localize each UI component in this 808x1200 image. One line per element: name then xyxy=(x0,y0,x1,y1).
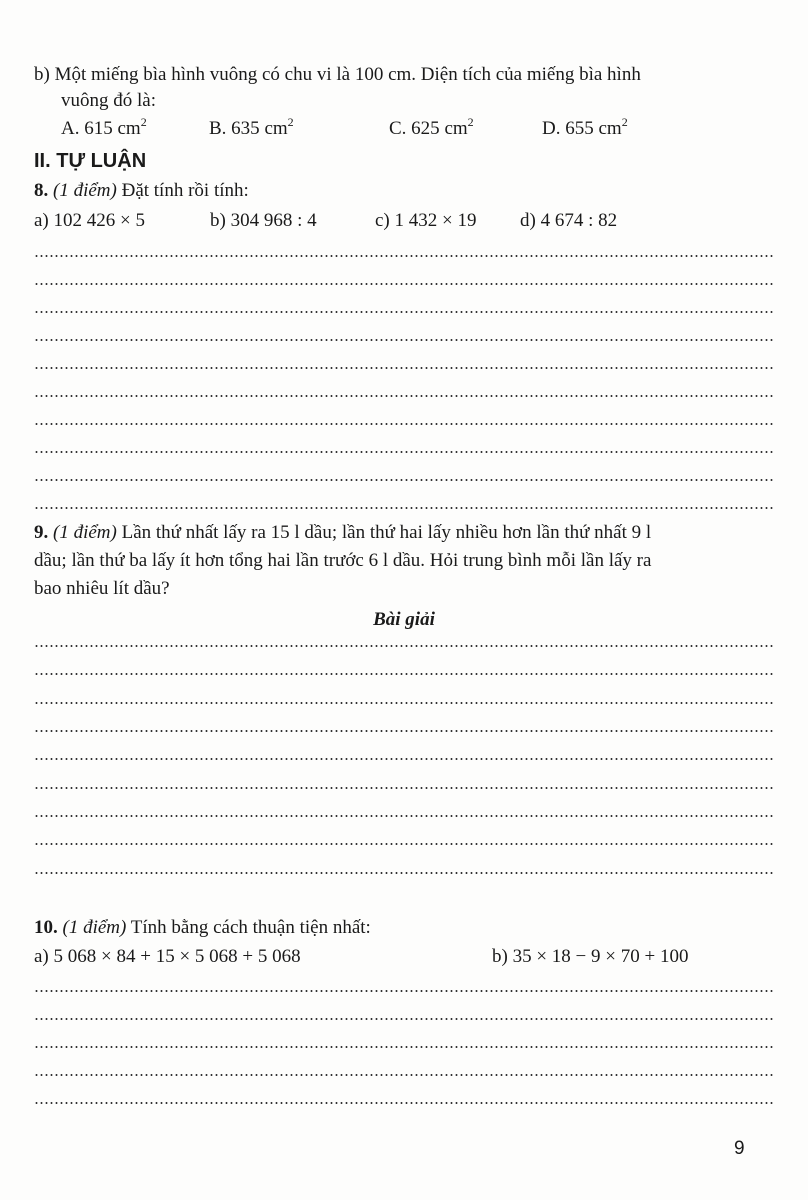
q7b-option-a xyxy=(61,116,147,142)
answer-line[interactable] xyxy=(34,339,774,341)
answer-line[interactable] xyxy=(34,367,774,369)
q10-item-b: b) 35 × 18 − 9 × 70 + 100 xyxy=(492,946,689,967)
q7b-option-b xyxy=(209,116,294,142)
q10-number: 10. xyxy=(34,917,58,938)
q8-prompt xyxy=(34,178,774,204)
unit: cm xyxy=(117,118,141,139)
q8-points: (1 điểm) xyxy=(53,180,117,201)
q7b-option-d xyxy=(542,116,628,142)
answer-line[interactable] xyxy=(34,872,774,874)
answer-line[interactable] xyxy=(34,702,774,704)
answer-line[interactable] xyxy=(34,1046,774,1048)
option-label: B. 635 xyxy=(209,118,260,139)
q8-item-a: a) 102 426 × 5 xyxy=(34,210,145,231)
answer-line[interactable] xyxy=(34,758,774,760)
answer-line[interactable] xyxy=(34,311,774,313)
answer-line[interactable] xyxy=(34,479,774,481)
answer-line[interactable] xyxy=(34,990,774,992)
option-label: A. 615 xyxy=(61,118,113,139)
answer-line[interactable] xyxy=(34,283,774,285)
q10-item-a: a) 5 068 × 84 + 15 × 5 068 + 5 068 xyxy=(34,946,301,967)
q10-prompt xyxy=(34,915,774,941)
q9-number: 9. xyxy=(34,522,49,543)
q9-points: (1 điểm) xyxy=(53,522,117,543)
q7b-line-2: vuông đó là: xyxy=(61,90,156,111)
superscript: 2 xyxy=(140,114,147,129)
solution-heading: Bài giải xyxy=(373,609,435,630)
q8-number: 8. xyxy=(34,180,49,201)
q9-line-3: bao nhiêu lít dầu? xyxy=(34,578,170,599)
q10-points: (1 điểm) xyxy=(62,917,127,938)
answer-line[interactable] xyxy=(34,730,774,732)
q9-text-1: Lần thứ nhất lấy ra 15 l dầu; lần thứ hai lấy nhiều hơn lần thứ nhất 9 l xyxy=(121,522,652,543)
q8-text: Đặt tính rồi tính: xyxy=(121,180,249,201)
q9-line-1 xyxy=(34,520,774,546)
unit: cm xyxy=(598,118,622,139)
section-title: II. TỰ LUẬN xyxy=(34,150,147,172)
answer-line[interactable] xyxy=(34,787,774,789)
answer-line[interactable] xyxy=(34,423,774,425)
answer-line[interactable] xyxy=(34,673,774,675)
answer-line[interactable] xyxy=(34,815,774,817)
superscript: 2 xyxy=(621,114,628,129)
q8-item-c: c) 1 432 × 19 xyxy=(375,210,477,231)
answer-line[interactable] xyxy=(34,1018,774,1020)
option-label: C. 625 xyxy=(389,118,440,139)
q8-item-b: b) 304 968 : 4 xyxy=(210,210,317,231)
superscript: 2 xyxy=(287,114,294,129)
answer-line[interactable] xyxy=(34,451,774,453)
answer-line[interactable] xyxy=(34,1102,774,1104)
answer-line[interactable] xyxy=(34,645,774,647)
q7b-option-c xyxy=(389,116,474,142)
unit: cm xyxy=(444,118,468,139)
answer-line[interactable] xyxy=(34,1074,774,1076)
superscript: 2 xyxy=(467,114,474,129)
option-label: D. 655 xyxy=(542,118,594,139)
q10-text: Tính bằng cách thuận tiện nhất: xyxy=(130,917,371,938)
answer-line[interactable] xyxy=(34,395,774,397)
answer-line[interactable] xyxy=(34,843,774,845)
page-number: 9 xyxy=(734,1138,745,1159)
q8-item-d: d) 4 674 : 82 xyxy=(520,210,618,231)
q7b-line-1: b) Một miếng bìa hình vuông có chu vi là 100 cm. Diện tích của miếng bìa hình xyxy=(34,64,641,85)
q9-line-2: dầu; lần thứ ba lấy ít hơn tổng hai lần trước 6 l dầu. Hỏi trung bình mỗi lần lấy ra xyxy=(34,550,652,571)
answer-line[interactable] xyxy=(34,507,774,509)
unit: cm xyxy=(264,118,288,139)
answer-line[interactable] xyxy=(34,255,774,257)
